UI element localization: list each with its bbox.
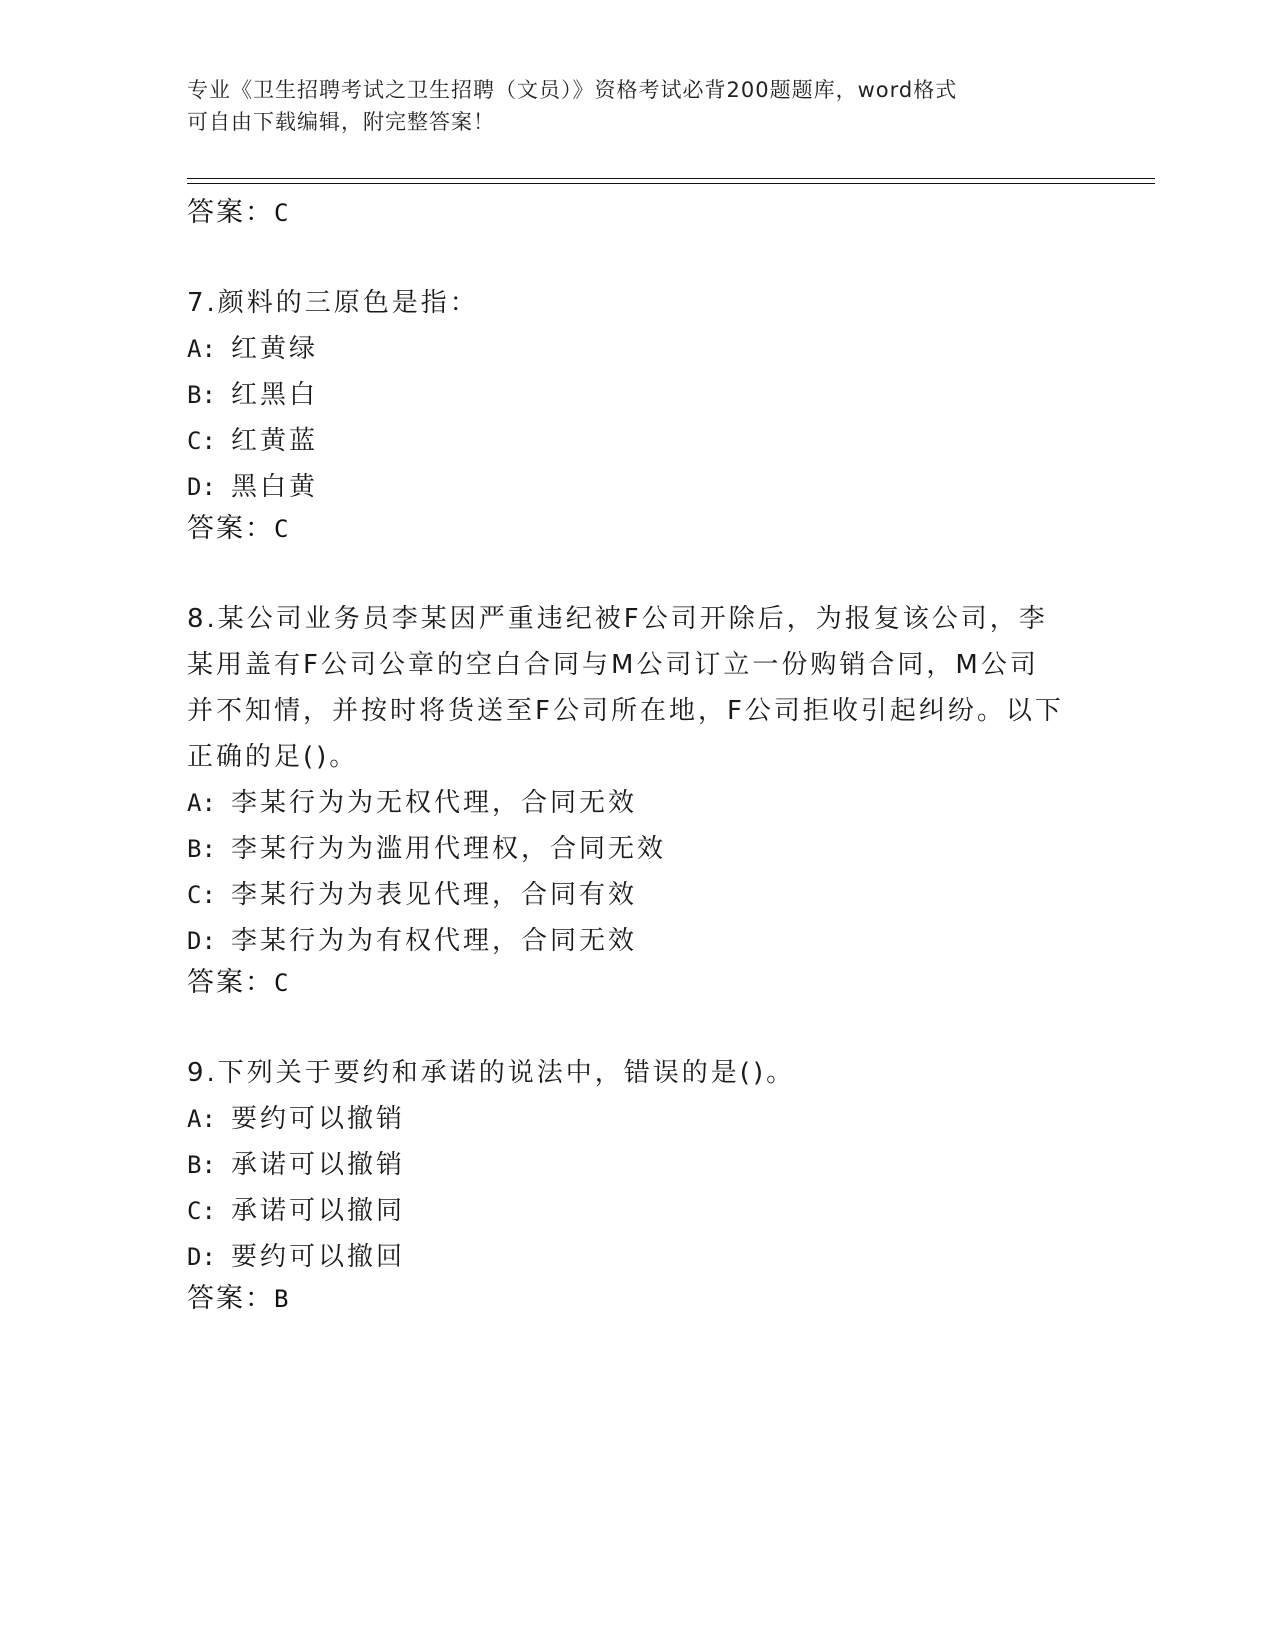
answer-label: 答案： (187, 197, 274, 228)
option-b (187, 826, 1067, 872)
option-text: 李某行为为无权代理，合同无效 (231, 788, 638, 818)
option-key: A: (187, 335, 216, 363)
answer-value: C (274, 969, 289, 997)
option-key: A: (187, 1105, 216, 1133)
option-b (187, 372, 1087, 418)
header-divider-top (187, 178, 1155, 179)
answer-label: 答案： (187, 1283, 274, 1314)
question-8 (187, 596, 1067, 964)
question-stem: 8.某公司业务员李某因严重违纪被F公司开除后，为报复该公司，李某用盖有F公司公章的空白合同与M公司订立一份购销合同，M公司并不知情，并按时将货送至F公司所在地，F公司拒收引起纠纷。以下正确的足()。 (187, 604, 1064, 772)
option-d (187, 918, 1067, 964)
option-text: 承诺可以撤同 (231, 1196, 406, 1226)
option-c (187, 872, 1067, 918)
answer-value: C (274, 515, 289, 543)
option-text: 要约可以撤回 (231, 1242, 406, 1272)
answer-label: 答案： (187, 513, 274, 544)
option-a (187, 780, 1067, 826)
option-text: 李某行为为表见代理，合同有效 (231, 880, 638, 910)
question-stem: 9.下列关于要约和承诺的说法中，错误的是()。 (187, 1058, 796, 1088)
option-text: 李某行为为滥用代理权，合同无效 (231, 834, 667, 864)
option-key: B: (187, 835, 216, 863)
option-text: 红黑白 (231, 380, 319, 410)
option-c (187, 418, 1087, 464)
question-7-answer (187, 512, 288, 546)
option-text: 红黄蓝 (231, 426, 319, 456)
option-b (187, 1142, 1087, 1188)
option-key: D: (187, 927, 216, 955)
option-d (187, 464, 1087, 510)
option-key: D: (187, 473, 216, 501)
question-8-answer (187, 966, 288, 1000)
question-stem: 7.颜料的三原色是指： (187, 288, 479, 318)
option-key: C: (187, 1197, 216, 1225)
document-header (187, 74, 1067, 138)
header-title-line1: 专业《卫生招聘考试之卫生招聘（文员）》资格考试必背200题题库，word格式 (187, 78, 958, 102)
option-text: 红黄绿 (231, 334, 319, 364)
answer-value: C (274, 199, 289, 227)
header-title-line2: 可自由下载编辑，附完整答案！ (187, 110, 495, 134)
option-text: 李某行为为有权代理，合同无效 (231, 926, 638, 956)
question-7 (187, 280, 1087, 510)
option-key: B: (187, 1151, 216, 1179)
answer-value: B (274, 1285, 289, 1313)
option-text: 承诺可以撤销 (231, 1150, 406, 1180)
option-key: C: (187, 427, 216, 455)
previous-answer (187, 196, 288, 230)
option-key: A: (187, 789, 216, 817)
option-d (187, 1234, 1087, 1280)
option-key: D: (187, 1243, 216, 1271)
answer-label: 答案： (187, 967, 274, 998)
header-divider-bottom (187, 183, 1155, 184)
option-text: 要约可以撤销 (231, 1104, 406, 1134)
option-key: B: (187, 381, 216, 409)
option-a (187, 326, 1087, 372)
option-key: C: (187, 881, 216, 909)
option-text: 黑白黄 (231, 472, 319, 502)
option-c (187, 1188, 1087, 1234)
question-9 (187, 1050, 1087, 1280)
question-9-answer (187, 1282, 288, 1316)
option-a (187, 1096, 1087, 1142)
